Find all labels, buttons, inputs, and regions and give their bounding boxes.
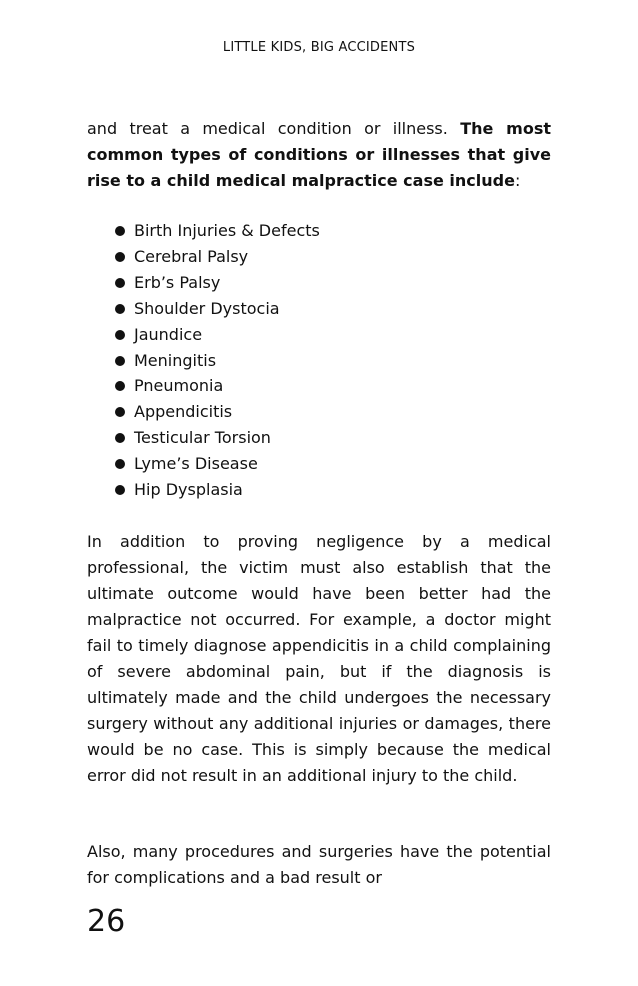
paragraph-2: In addition to proving negligence by a medical professional, the victim must also establish that the ultimate outcome would have been better had the malpractice not occurred. For example, a doctor might fail to timely diagnose appendicitis in a child complaining of severe abdominal pain, but if the diagnosis is ultimately made and the child undergoes the necessary surgery without any additional injuries or damages, there would be no case. This is simply because the medical error did not result in an additional injury to the child.: [87, 532, 551, 785]
bullet-icon: [115, 226, 125, 236]
bullet-icon: [115, 433, 125, 443]
list-item-label: Shoulder Dystocia: [134, 298, 280, 318]
paragraph-1-tail: :: [514, 171, 521, 190]
bullet-icon: [115, 407, 125, 417]
list-item: [114, 348, 320, 374]
bullet-icon: [115, 485, 125, 495]
paragraph-1-lead: and treat a medical condition or illness.: [87, 119, 461, 138]
list-item-label: Lyme’s Disease: [134, 454, 258, 474]
bullet-icon: [115, 381, 125, 391]
list-item: [114, 270, 320, 296]
list-item-label: Meningitis: [134, 350, 217, 370]
list-item-label: Testicular Torsion: [134, 428, 271, 448]
bullet-icon: [115, 459, 125, 469]
paragraph-1-bold: The most common types of conditions or illnesses that give rise to a child medical malpractice case include: [87, 119, 551, 190]
conditions-list: [114, 218, 320, 503]
bullet-icon: [115, 304, 125, 314]
bullet-icon: [115, 278, 125, 288]
list-item-label: Hip Dysplasia: [134, 480, 243, 500]
list-item: [114, 373, 320, 399]
list-item: [114, 218, 320, 244]
paragraph-1: [87, 116, 551, 194]
bullet-icon: [115, 330, 125, 340]
list-item: [114, 296, 320, 322]
list-item-label: Jaundice: [134, 324, 203, 344]
list-item: [114, 425, 320, 451]
bullet-icon: [115, 356, 125, 366]
running-head: LITTLE KIDS, BIG ACCIDENTS: [222, 40, 416, 55]
list-item: [114, 451, 320, 477]
list-item: [114, 322, 320, 348]
paragraph-3: Also, many procedures and surgeries have the potential for complications and a bad result or: [87, 842, 551, 887]
list-item-label: Pneumonia: [134, 376, 224, 396]
list-item-label: Erb’s Palsy: [134, 272, 221, 292]
list-item: [114, 399, 320, 425]
list-item: [114, 477, 320, 503]
list-item: [114, 244, 320, 270]
bullet-icon: [115, 252, 125, 262]
list-item-label: Appendicitis: [134, 402, 233, 422]
page-number: 26: [87, 904, 126, 939]
list-item-label: Birth Injuries & Defects: [134, 221, 320, 240]
list-item-label: Cerebral Palsy: [134, 246, 249, 266]
